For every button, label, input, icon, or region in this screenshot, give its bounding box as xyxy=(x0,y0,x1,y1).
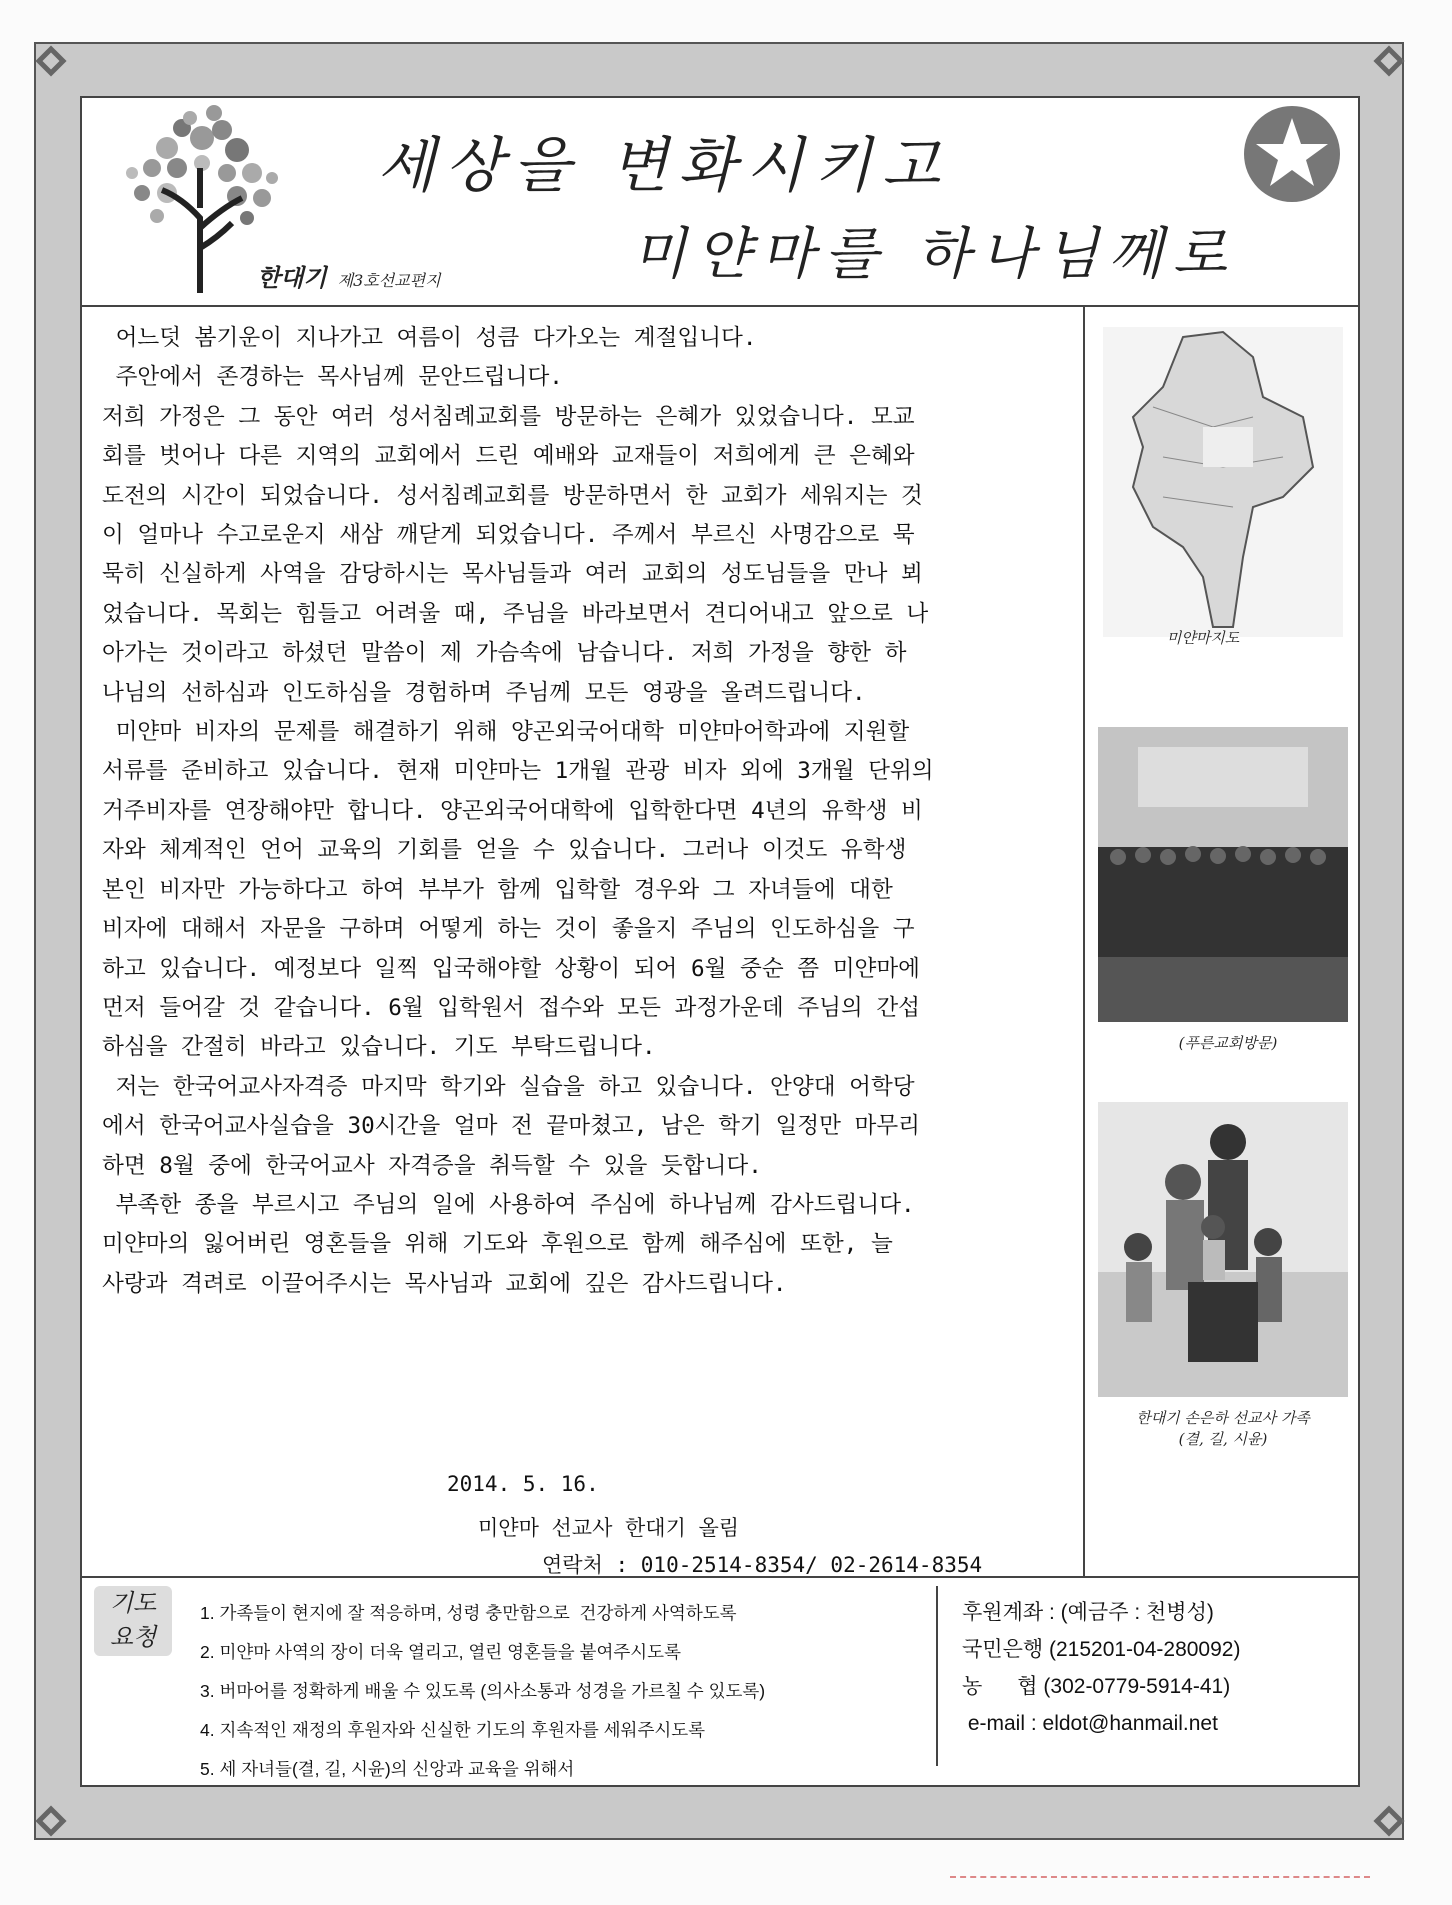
letter-line: 미얀마 비자의 문제를 해결하기 위해 양곤외국어대학 미얀마어학과에 지원할 xyxy=(102,719,910,746)
prayer-item: 4. 지속적인 재정의 후원자와 신실한 기도의 후원자를 세워주시도록 xyxy=(200,1720,706,1740)
prayer-tag-line2: 요청 xyxy=(109,1623,157,1651)
letter-line: 자와 체계적인 언어 교육의 기회를 얻을 수 있습니다. 그러나 이것도 유학생 xyxy=(102,837,907,864)
letter-line: 어느덧 봄기운이 지나가고 여름이 성큼 다가오는 계절입니다. xyxy=(102,325,757,351)
letter-line: 거주비자를 연장해야만 합니다. 양곤외국어대학에 입학한다면 4년의 유학생 비 xyxy=(102,797,923,824)
letter-line: 묵히 신실하게 사역을 감당하시는 목사님들과 여러 교회의 성도님들을 만나 뵈 xyxy=(102,561,923,588)
letter-line: 도전의 시간이 되었습니다. 성서침례교회를 방문하면서 한 교회가 세워지는 것 xyxy=(102,482,923,509)
support-account-box xyxy=(962,1594,1240,1742)
header-title-line1: 세상을 변화시키고 xyxy=(377,131,950,201)
bottom-section xyxy=(82,1576,1358,1779)
letter-line: 사랑과 격려로 이끌어주시는 목사님과 교회에 깊은 감사드립니다. xyxy=(102,1270,787,1297)
prayer-item: 5. 세 자녀들(결, 길, 시윤)의 신앙과 교육을 위해서 xyxy=(200,1759,575,1779)
date-text: 2014. 5. 16. xyxy=(447,1472,599,1496)
church-caption: (푸른교회방문) xyxy=(1178,1034,1278,1052)
letter-line: 하심을 간절히 바라고 있습니다. 기도 부탁드립니다. xyxy=(102,1034,656,1061)
letter-line: 주안에서 존경하는 목사님께 문안드립니다. xyxy=(102,364,563,391)
photo-column xyxy=(1083,305,1358,1578)
church-visit-photo xyxy=(1098,727,1348,1022)
letter-line: 었습니다. 목회는 힘들고 어려울 때, 주님을 바라보면서 견디어내고 앞으로 나 xyxy=(102,600,929,627)
letter-line: 이 얼마나 수고로운지 새삼 깨닫게 되었습니다. 주께서 부르신 사명감으로 묵 xyxy=(102,522,915,549)
letter-line: 나님의 선하심과 인도하심을 경험하며 주님께 모든 영광을 올려드립니다. xyxy=(102,679,866,706)
map-caption: 미얀마지도 xyxy=(1166,629,1240,647)
letter-line: 저는 한국어교사자격증 마지막 학기와 실습을 하고 있습니다. 안양대 어학당 xyxy=(102,1073,915,1100)
signature-label xyxy=(257,258,441,293)
star-badge-icon xyxy=(1242,104,1342,204)
letter-line: 부족한 종을 부르시고 주님의 일에 사용하여 주심에 하나님께 감사드립니다. xyxy=(102,1191,915,1218)
letter-line: 미얀마의 잃어버린 영혼들을 위해 기도와 후원으로 함께 해주심에 또한, 늘 xyxy=(102,1231,893,1258)
letter-line: 저희 가정은 그 동안 여러 성서침례교회를 방문하는 은혜가 있었습니다. 모교 xyxy=(102,403,915,430)
prayer-item: 1. 가족들이 현지에 잘 적응하며, 성령 충만함으로 건강하게 사역하도록 xyxy=(200,1603,737,1623)
family-caption-line2: (결, 길, 시윤) xyxy=(1178,1430,1268,1448)
letter-line: 하면 8월 중에 한국어교사 자격증을 취득할 수 있을 듯합니다. xyxy=(102,1152,762,1179)
letter-text xyxy=(102,319,1068,1304)
letter-line: 먼저 들어갈 것 같습니다. 6월 입학원서 접수와 모든 과정가운데 주님의 간섭 xyxy=(102,994,920,1021)
prayer-item: 2. 미얀마 사역의 장이 더욱 열리고, 열린 영혼들을 붙여주시도록 xyxy=(200,1642,681,1662)
signature-name: 한대기 xyxy=(257,263,327,292)
account-nh: 농 협 (302-0779-5914-41) xyxy=(962,1675,1231,1698)
letter-header xyxy=(82,98,1358,303)
account-holder: 후원계좌 : (예금주 : 천병성) xyxy=(962,1601,1214,1624)
letter-line: 아가는 것이라고 하셨던 말씀이 제 가슴속에 남습니다. 저희 가정을 향한 하 xyxy=(102,640,907,667)
letter-line: 비자에 대해서 자문을 구하며 어떻게 하는 것이 좋을지 주님의 인도하심을 구 xyxy=(102,916,915,943)
bottom-divider xyxy=(936,1586,938,1766)
family-caption-line1: 한대기 손은하 선교사 가족 xyxy=(1136,1409,1310,1427)
account-kb: 국민은행 (215201-04-280092) xyxy=(962,1638,1241,1661)
family-photo xyxy=(1098,1102,1348,1397)
contact-text: 연락처 : 010-2514-8354/ 02-2614-8354 xyxy=(542,1553,983,1577)
prayer-request-tag xyxy=(94,1586,172,1656)
letter-line: 회를 벗어나 다른 지역의 교회에서 드린 예배와 교재들이 저희에게 큰 은혜와 xyxy=(102,443,915,470)
myanmar-map-image xyxy=(1103,327,1343,637)
letter-number: 제3호선교편지 xyxy=(337,271,441,290)
prayer-item: 3. 버마어를 정확하게 배울 수 있도록 (의사소통과 성경을 가르칠 수 있도록) xyxy=(200,1681,766,1701)
prayer-list xyxy=(200,1594,765,1789)
letter-line: 본인 비자만 가능하다고 하여 부부가 함께 입학할 경우와 그 자녀들에 대한 xyxy=(102,876,893,903)
family-caption xyxy=(1093,1407,1353,1449)
letter-line: 하고 있습니다. 예정보다 일찍 입국해야할 상황이 되어 6월 중순 쯤 미얀마에 xyxy=(102,955,920,982)
contact-email: e-mail : eldot@hanmail.net xyxy=(962,1712,1218,1735)
prayer-tag-line1: 기도 xyxy=(109,1589,157,1617)
letter-line: 서류를 준비하고 있습니다. 현재 미얀마는 1개월 관광 비자 외에 3개월 단위의 xyxy=(102,758,934,785)
signature-text: 미얀마 선교사 한대기 올림 xyxy=(478,1516,740,1540)
header-title-line2: 미얀마를 하나님께로 xyxy=(632,222,1237,287)
letter-body-box xyxy=(82,305,1085,1578)
letter-line: 에서 한국어교사실습을 30시간을 얼마 전 끝마쳤고, 남은 학기 일정만 마무리 xyxy=(102,1113,920,1140)
scan-mark xyxy=(950,1862,1370,1878)
